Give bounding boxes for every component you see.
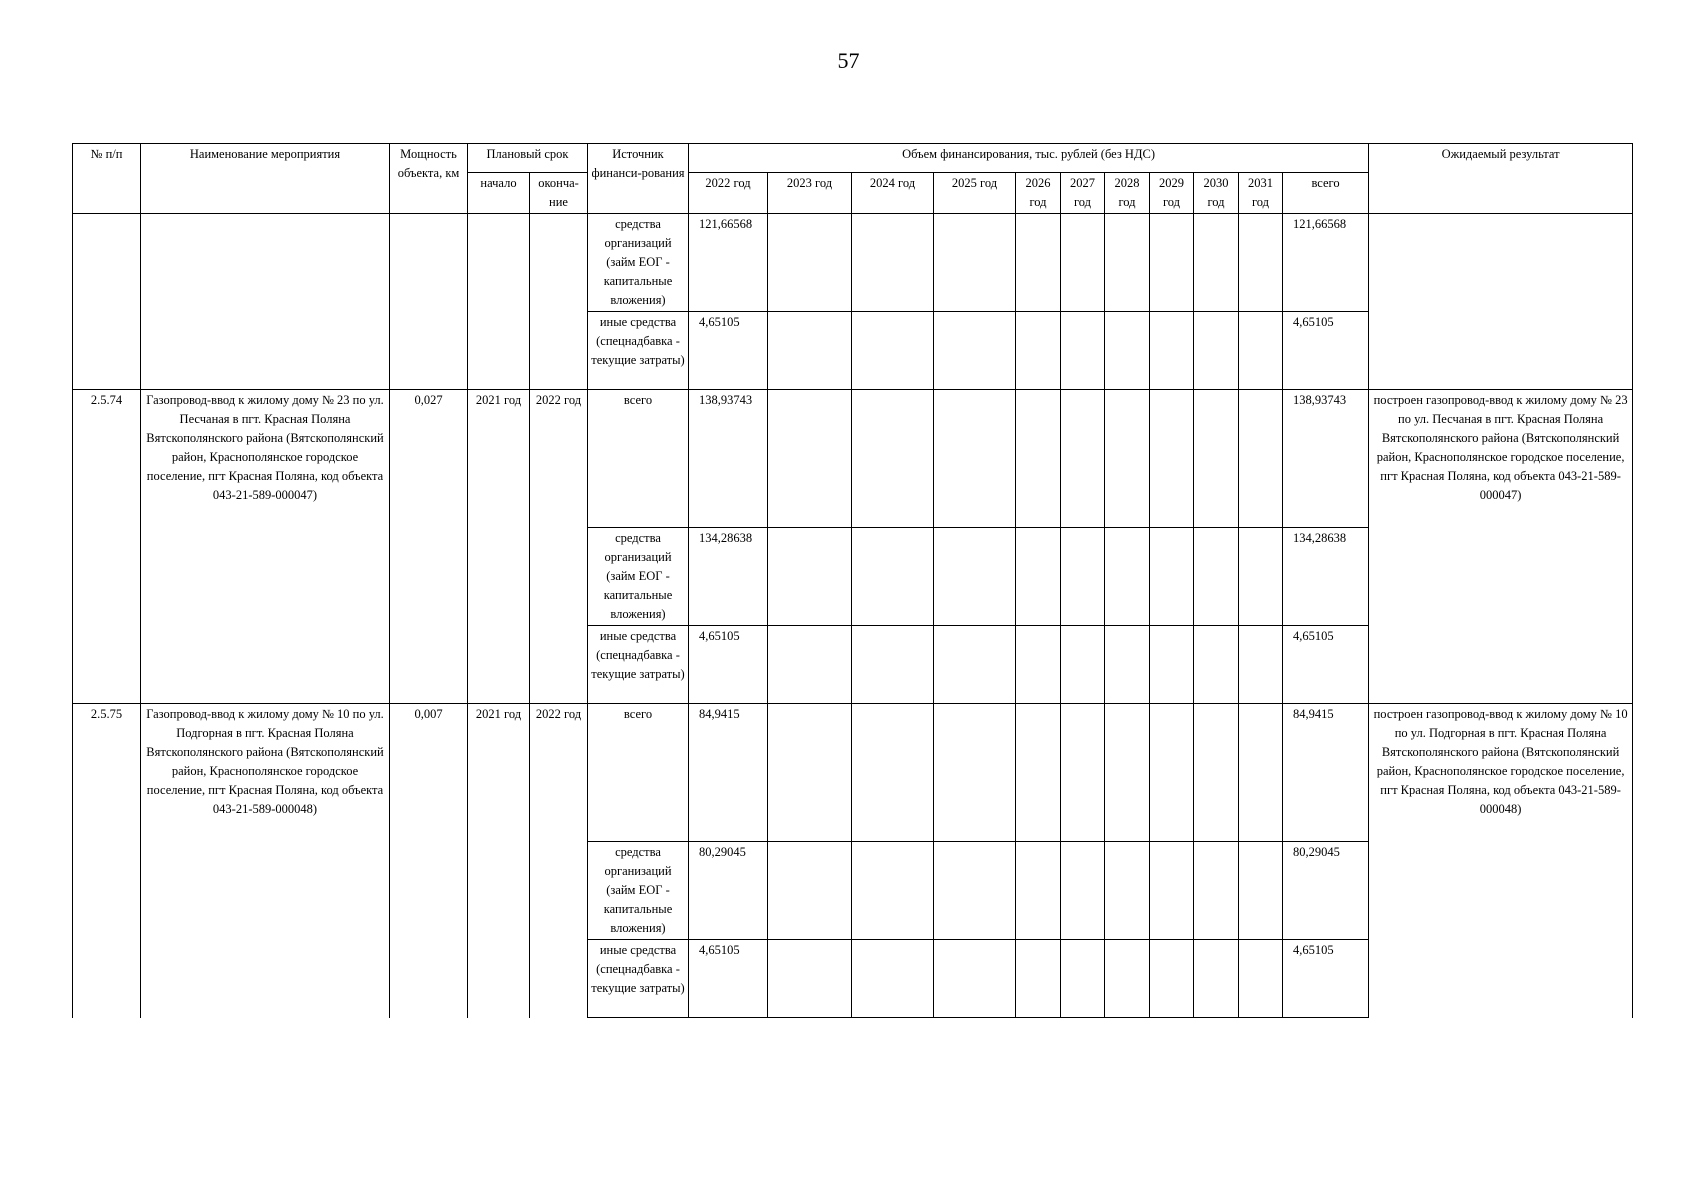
cell-total: 84,9415 bbox=[1283, 704, 1369, 842]
cell-source: всего bbox=[588, 704, 689, 842]
header-row-1 bbox=[73, 144, 1633, 173]
table-row bbox=[73, 390, 1633, 528]
header-result: Ожидаемый результат bbox=[1369, 144, 1633, 214]
header-year-2026: 2026 год bbox=[1016, 173, 1061, 214]
cell-2022: 80,29045 bbox=[689, 842, 768, 940]
header-capacity: Мощность объекта, км bbox=[390, 144, 468, 214]
item-result: построен газопровод-ввод к жилому дому № 10 по ул. Подгорная в пгт. Красная Поляна Вятскополянского района (Вятскополянский район, Краснополянское городское поселение, пгт Красная Поляна, код объекта 043-21-589-000048) bbox=[1369, 704, 1633, 1018]
cell-total: 4,65105 bbox=[1283, 940, 1369, 1018]
item-end: 2022 год bbox=[530, 704, 588, 1018]
table-row bbox=[73, 214, 1633, 312]
cell-2022: 134,28638 bbox=[689, 528, 768, 626]
header-source: Источник финанси-рования bbox=[588, 144, 689, 214]
cell-2022: 121,66568 bbox=[689, 214, 768, 312]
cell-2022: 4,65105 bbox=[689, 626, 768, 704]
cell-source: средства организаций (займ ЕОГ - капитальные вложения) bbox=[588, 842, 689, 940]
cell-source: иные средства (спецнадбавка - текущие затраты) bbox=[588, 312, 689, 390]
cell-total: 138,93743 bbox=[1283, 390, 1369, 528]
header-year-2028: 2028 год bbox=[1105, 173, 1150, 214]
cell-start bbox=[468, 214, 530, 390]
item-name: Газопровод-ввод к жилому дому № 10 по ул. Подгорная в пгт. Красная Поляна Вятскополянского района (Вятскополянский район, Краснополянское городское поселение, пгт Красная Поляна, код объекта 043-21-589-000048) bbox=[141, 704, 390, 1018]
item-result: построен газопровод-ввод к жилому дому № 23 по ул. Песчаная в пгт. Красная Поляна Вятскополянского района (Вятскополянский район, Краснополянское городское поселение, пгт Красная Поляна, код объекта 043-21-589-000047) bbox=[1369, 390, 1633, 704]
cell-source: средства организаций (займ ЕОГ - капитальные вложения) bbox=[588, 214, 689, 312]
cell-total: 80,29045 bbox=[1283, 842, 1369, 940]
header-term: Плановый срок bbox=[468, 144, 588, 173]
item-capacity: 0,027 bbox=[390, 390, 468, 704]
cell-total: 121,66568 bbox=[1283, 214, 1369, 312]
header-term-start: начало bbox=[468, 173, 530, 214]
cell-capacity bbox=[390, 214, 468, 390]
cell-total: 134,28638 bbox=[1283, 528, 1369, 626]
cell-name bbox=[141, 214, 390, 390]
item-num: 2.5.74 bbox=[73, 390, 141, 704]
cell-total: 4,65105 bbox=[1283, 312, 1369, 390]
header-year-2024: 2024 год bbox=[852, 173, 934, 214]
cell-2022: 4,65105 bbox=[689, 940, 768, 1018]
page-number: 57 bbox=[837, 48, 860, 73]
header-name: Наименование мероприятия bbox=[141, 144, 390, 214]
cell-result bbox=[1369, 214, 1633, 390]
cell-source: средства организаций (займ ЕОГ - капитальные вложения) bbox=[588, 528, 689, 626]
cell-2022: 4,65105 bbox=[689, 312, 768, 390]
item-capacity: 0,007 bbox=[390, 704, 468, 1018]
cell-source: всего bbox=[588, 390, 689, 528]
cell-source: иные средства (спецнадбавка - текущие затраты) bbox=[588, 626, 689, 704]
header-year-2025: 2025 год bbox=[934, 173, 1016, 214]
header-year-2029: 2029 год bbox=[1150, 173, 1194, 214]
item-start: 2021 год bbox=[468, 390, 530, 704]
header-year-2027: 2027 год bbox=[1061, 173, 1105, 214]
header-total: всего bbox=[1283, 173, 1369, 214]
header-num: № п/п bbox=[73, 144, 141, 214]
header-year-2022: 2022 год bbox=[689, 173, 768, 214]
table-row bbox=[73, 704, 1633, 842]
cell-2022: 138,93743 bbox=[689, 390, 768, 528]
header-volume: Объем финансирования, тыс. рублей (без НДС) bbox=[689, 144, 1369, 173]
financing-table bbox=[72, 143, 1633, 1018]
cell-source: иные средства (спецнадбавка - текущие затраты) bbox=[588, 940, 689, 1018]
cell-2022: 84,9415 bbox=[689, 704, 768, 842]
item-num: 2.5.75 bbox=[73, 704, 141, 1018]
header-year-2030: 2030 год bbox=[1194, 173, 1239, 214]
item-name: Газопровод-ввод к жилому дому № 23 по ул. Песчаная в пгт. Красная Поляна Вятскополянского района (Вятскополянский район, Краснополянское городское поселение, пгт Красная Поляна, код объекта 043-21-589-000047) bbox=[141, 390, 390, 704]
header-year-2031: 2031 год bbox=[1239, 173, 1283, 214]
cell-total: 4,65105 bbox=[1283, 626, 1369, 704]
header-year-2023: 2023 год bbox=[768, 173, 852, 214]
header-term-end: оконча-ние bbox=[530, 173, 588, 214]
cell-end bbox=[530, 214, 588, 390]
item-end: 2022 год bbox=[530, 390, 588, 704]
cell-num bbox=[73, 214, 141, 390]
item-start: 2021 год bbox=[468, 704, 530, 1018]
